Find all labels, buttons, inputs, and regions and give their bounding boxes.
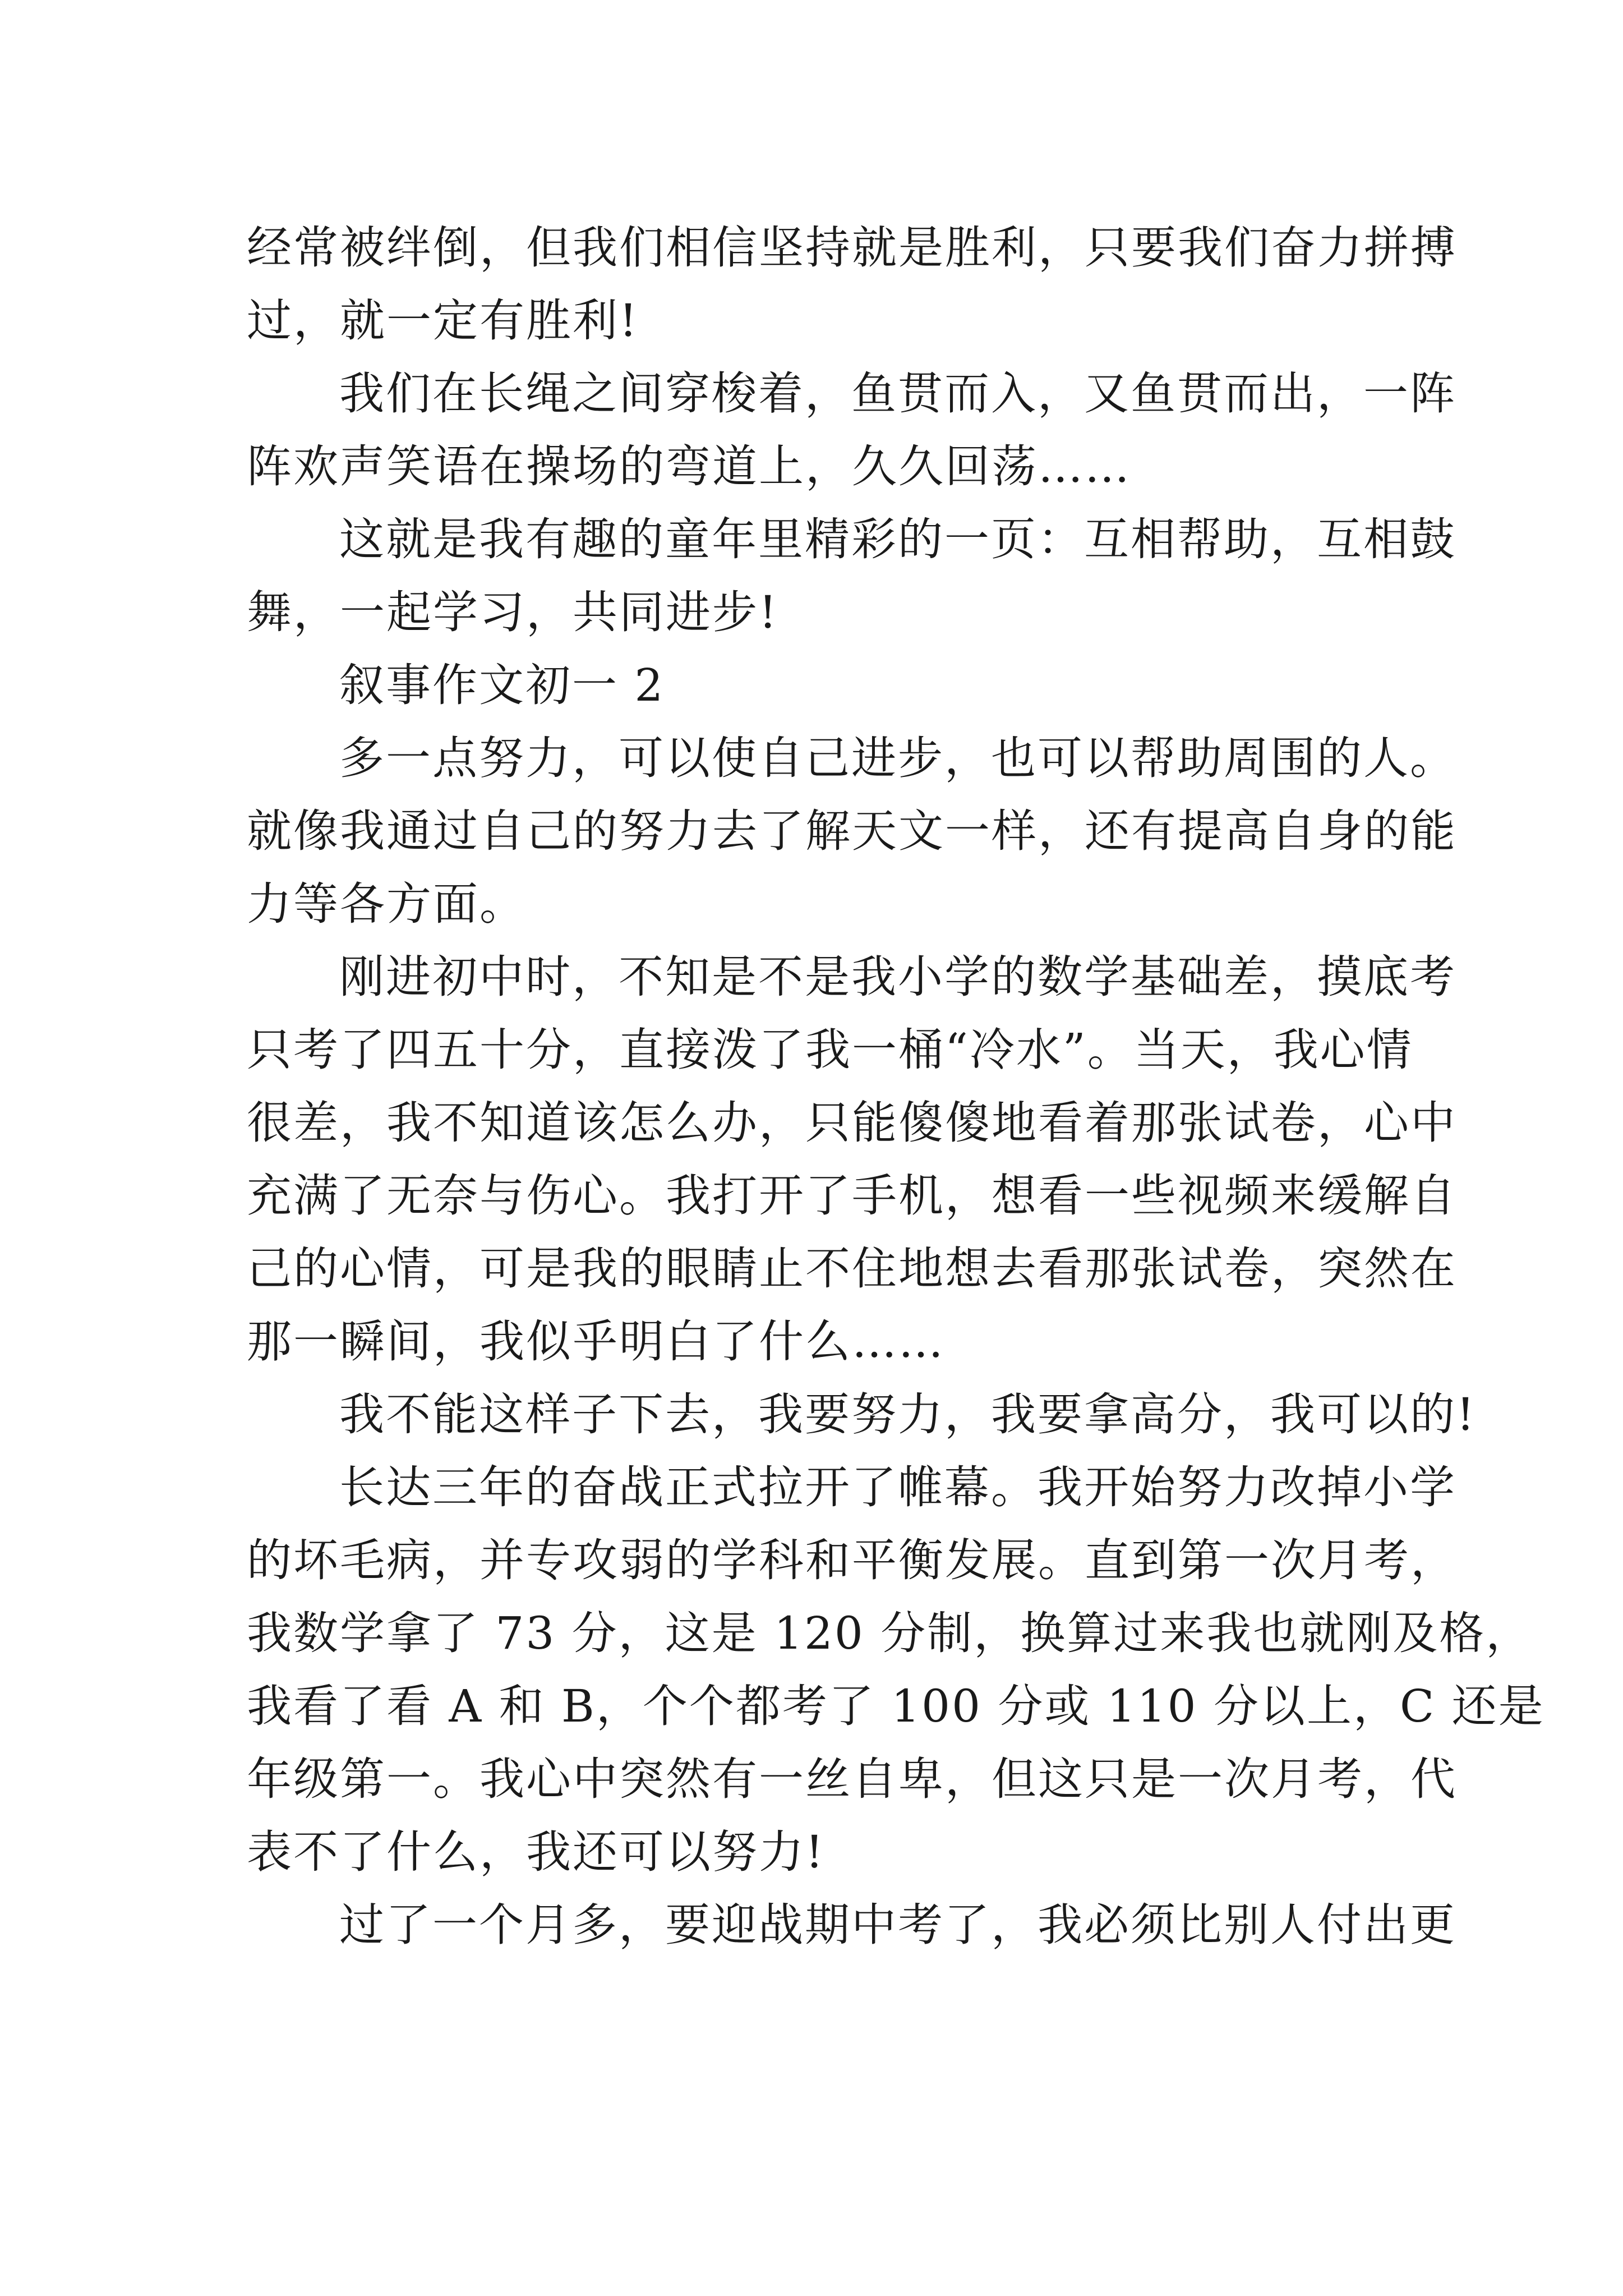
text-line: 多一点努力，可以使自己进步，也可以帮助周围的人。 (339, 732, 1456, 784)
text-line: 只考了四五十分，直接泼了我一桶“冷水”。当天，我心情 (247, 1024, 1413, 1076)
text-line: 己的心情，可是我的眼睛止不住地想去看那张试卷，突然在 (247, 1243, 1457, 1295)
text-line: 年级第一。我心中突然有一丝自卑，但这只是一次月考，代 (247, 1753, 1457, 1805)
text-line: 我不能这样子下去，我要努力，我要拿高分，我可以的! (339, 1388, 1477, 1441)
text-line: 就像我通过自己的努力去了解天文一样，还有提高自身的能 (247, 805, 1457, 857)
text-line: 过，就一定有胜利! (247, 295, 639, 347)
text-line: 过了一个月多，要迎战期中考了，我必须比别人付出更 (339, 1899, 1456, 1951)
text-line: 那一瞬间，我似乎明白了什么…… (247, 1315, 945, 1368)
text-line: 我看了看 A 和 B，个个都考了 100 分或 110 分以上，C 还是 (247, 1680, 1545, 1732)
text-line: 的坏毛病，并专攻弱的学科和平衡发展。直到第一次月考， (247, 1534, 1457, 1586)
text-line: 阵欢声笑语在操场的弯道上，久久回荡…… (247, 440, 1131, 493)
text-line: 我数学拿了 73 分，这是 120 分制，换算过来我也就刚及格， (247, 1607, 1533, 1659)
text-line: 力等各方面。 (247, 878, 526, 930)
section-heading: 叙事作文初一 2 (339, 659, 665, 711)
text-line: 表不了什么，我还可以努力! (247, 1826, 826, 1878)
text-line: 舞，一起学习，共同进步! (247, 586, 779, 638)
text-line: 很差，我不知道该怎么办，只能傻傻地看着那张试卷，心中 (247, 1097, 1457, 1149)
text-line: 刚进初中时，不知是不是我小学的数学基础差，摸底考 (339, 951, 1456, 1003)
text-line: 经常被绊倒，但我们相信坚持就是胜利，只要我们奋力拼搏 (247, 222, 1457, 274)
text-line: 长达三年的奋战正式拉开了帷幕。我开始努力改掉小学 (339, 1461, 1456, 1513)
text-line: 充满了无奈与伤心。我打开了手机，想看一些视频来缓解自 (247, 1170, 1457, 1222)
text-line: 这就是我有趣的童年里精彩的一页：互相帮助，互相鼓 (339, 513, 1456, 565)
text-line: 我们在长绳之间穿梭着，鱼贯而入，又鱼贯而出，一阵 (339, 367, 1456, 420)
